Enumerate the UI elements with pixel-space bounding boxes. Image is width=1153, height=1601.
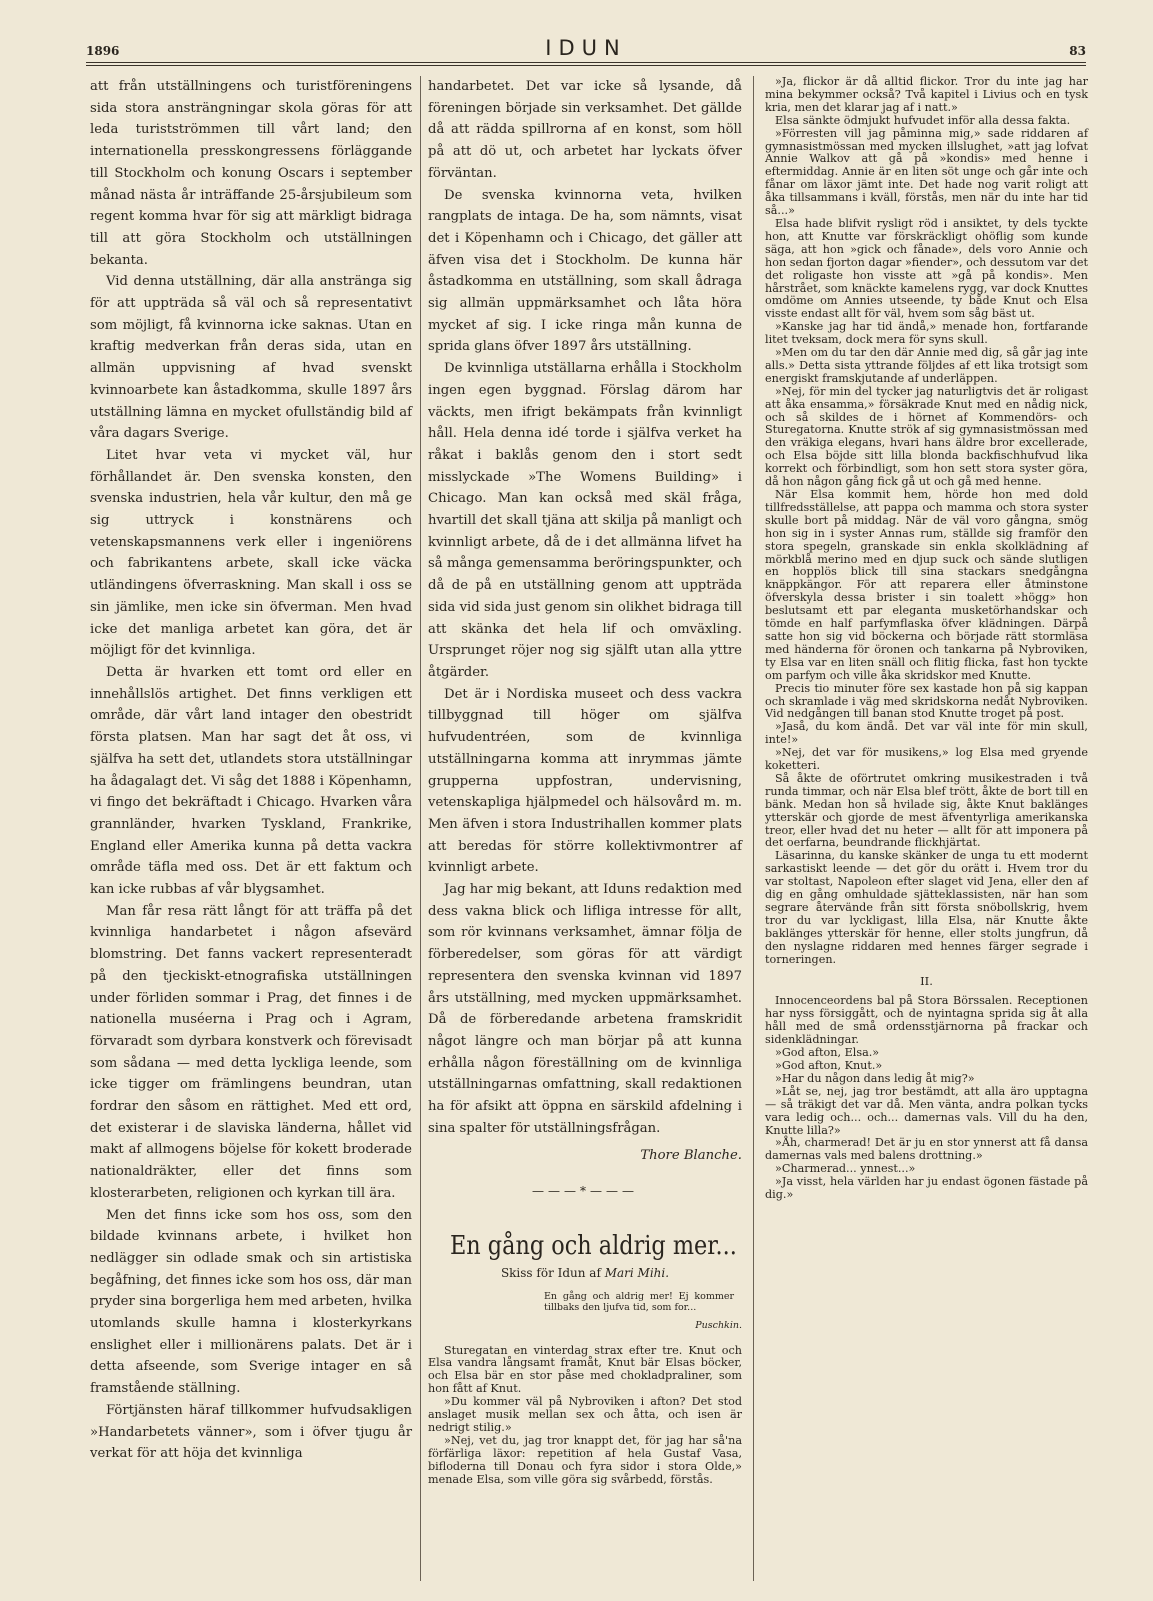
paragraph: Det är i Nordiska museet och dess vackra tillbyggnad till höger om själfva hufvudentréen, som de kvinnliga utställningarna komma att inrymmas jämte grupperna uppfostran, undervisning, vetenskapliga hjälpmedel och hälsovård m. m. Men äfven i stora Industrihallen kommer plats att beredas för större kollektivmontrer af kvinnligt arbete.	[428, 686, 742, 876]
epigraph-author: Puschkin.	[695, 1319, 742, 1331]
paragraph: »God afton, Elsa.»	[775, 1046, 880, 1060]
page-number: 83	[1069, 44, 1086, 58]
column-2	[428, 76, 742, 1487]
header-year: 1896	[86, 44, 120, 58]
column-3	[765, 76, 1088, 1202]
epigraph: En gång och aldrig mer! Ej kommer tillbaks den ljufva tid, som for...	[544, 1290, 734, 1313]
paragraph: Vid denna utställning, där alla anstränga sig för att uppträda så väl och så representativt som möjligt, få kvinnorna icke saknas. Utan en kraftig medverkan från deras sida, utan en allmän uppvisning af hvad svenskt kvinnoarbete kan åstadkomma, skulle 1897 års utställning lämna en mycket ofullständig bild af våra dagars Sverige.	[90, 274, 412, 442]
paragraph: »Nej, det var för musikens,» log Elsa med gryende koketteri.	[765, 746, 1088, 773]
paragraph: Detta är hvarken ett tomt ord eller en innehållslös artighet. Det finns verkligen ett område, där vårt land intager den obestridt första platsen. Man har sagt det åt oss, vi själfva ha sett det, utlandets stora utställningar ha ådagalagt det. Vi såg det 1888 i Köpenhamn, vi fingo det bekräftadt i Chicago. Hvarken våra grannländer, hvarken Tyskland, Frankrike, England eller Amerika kunna på detta vackra område täfla med oss. Det är ett faktum och kan icke rubbas af vår blygsamhet.	[90, 664, 412, 898]
paragraph: Litet hvar veta vi mycket väl, hur förhållandet är. Den svenska konsten, den svenska industrien, hela vår kultur, den må ge sig uttryck i konstnärens och vetenskapsmannens verk eller i ingeniörens och fabrikantens arbete, skall icke väcka utländingens öfverraskning. Man skall i oss se sin jämlike, men icke sin öfverman. Men hvad icke det manliga arbetet kan göra, det är möjligt för det kvinnliga.	[90, 447, 412, 659]
paragraph: Precis tio minuter före sex kastade hon på sig kappan och skramlade i väg med skridskorna nedåt Nybroviken. Vid nedgången till banan stod Knutte troget på post.	[765, 681, 1088, 721]
paragraph: »Kanske jag har tid ändå,» menade hon, fortfarande litet tveksam, dock mera för syns skull.	[765, 320, 1088, 347]
column-divider	[753, 76, 754, 1581]
paragraph: handarbetet. Det var icke så lysande, då föreningen började sin verksamhet. Det gällde då att rädda spillrorna af en konst, som höll på att dö ut, och arbetet har lyckats öfver förväntan.	[428, 79, 742, 181]
paragraph: »Charmerad... ynnest...»	[775, 1162, 916, 1176]
paragraph: Läsarinna, du kanske skänker de unga tu ett modernt sarkastiskt leende — det gör du orätt i. Hvem tror du var stoltast, Napoleon efter slaget vid Jena, eller den af dig en gång omhuldade sjätteklassisten, när han som segrare återvände från sitt första snöbollskrig, hvem tror du var lyckligast, lilla Elsa, när Knutte åkte baklänges ytterskär för henne, eller stolts jungfrun, då den nyslagne riddaren med hennes färger segrade i torneringen.	[765, 849, 1088, 966]
paragraph: Så åkte de oförtrutet omkring musikestraden i två runda timmar, och när Elsa blef trött, åkte de bort till en bänk. Medan hon så hvilade sig, åkte Knut baklänges ytterskär och gjorde de mest äfventyrliga amerikanska treor, eller hvad det nu heter — allt för att imponera på det oerfarna, beundrande flickhjärtat.	[765, 771, 1088, 850]
paragraph: »Men om du tar den där Annie med dig, så går jag inte alls.» Detta sista yttrande följdes af ett lika trotsigt som energiskt framskjutande af underläppen.	[765, 346, 1088, 385]
paragraph: »Har du någon dans ledig åt mig?»	[775, 1071, 975, 1085]
page-header	[86, 36, 1086, 60]
paragraph: att från utställningens och turistföreningens sida stora ansträngningar skola göras för att leda turistströmmen till vårt land; den internationella presskongressens förläggande till Stockholm och konung Oscars i september månad nästa år inträffande 25-årsjubileum som regent komma hvar för sig att märkligt bidraga till att göra Stockholm och utställningen bekanta.	[90, 79, 412, 268]
paragraph: »Ja visst, hela världen har ju endast ögonen fästade på dig.»	[765, 1175, 1088, 1202]
paragraph: »Nej, vet du, jag tror knappt det, för jag har så'na förfärliga läxor: repetition af hela Gustaf Vasa, bifloderna till Donau och fyra sidor i stora Olde,» menade Elsa, som ville göra sig svårbedd, förstås.	[428, 1433, 742, 1486]
paragraph: »Du kommer väl på Nybroviken i afton? Det stod anslaget musik mellan sex och åtta, och isen är nedrigt stilig.»	[428, 1395, 742, 1434]
paragraph: Man får resa rätt långt för att träffa på det kvinnliga handarbetet i någon afsevärd blomstring. Det fanns vackert representeradt på den tjeckiskt-etnografiska utställningen under förliden sommar i Prag, det finnes i de nationella muséerna i Prag och i Agram, förvaradt som dyrbara konstverk och förevisadt som sådana — med detta lyckliga leende, som icke tigger om främlingens beundran, utan fordrar den såsom en rättighet. Med ett ord, det existerar i de slaviska länderna, hållet vid makt af allmogens böjelse för kokett broderade nationaldräkter, eller det finns som klosterarbeten, religionen och kyrkan till ära.	[90, 903, 412, 1201]
paragraph: Elsa hade blifvit rysligt röd i ansiktet, ty dels tyckte hon, att Knutte var förskräckligt ohöflig som kunde säga, att hon »gick och fånade», dels voro Annie och hon sedan fjorton dagar »fiender», och dessutom var det det roligaste hon visste att »gå på kondis». Men hårstrået, som knäckte kamelens rygg, var dock Knuttes omdöme om Annies utseende, ty både Knut och Elsa visste endast allt för väl, hvem som såg bäst ut.	[765, 216, 1088, 321]
paragraph: Förtjänsten häraf tillkommer hufvudsakligen »Handarbetets vänner», som i öfver tjugu år verkat för att höja det kvinnliga	[90, 1402, 412, 1462]
paragraph: »Nej, för min del tycker jag naturligtvis det är roligast att åka ensamma,» försäkrade Knut med en nådig nick, och så skildes de i hörnet af Kommendörs- och Sturegatorna. Knutte strök af sig gymnasistmössan med den vräkiga elegans, hvari hans äldre bror excellerade, och Elsa böjde sitt lilla blonda backfischhufvud lika korrekt och förbindligt, som hon sett stora syster göra, då hon någon gång fick gå ut och gå med henne.	[765, 384, 1088, 489]
story-author: Mari Mihi.	[604, 1265, 670, 1280]
paragraph: Elsa sänkte ödmjukt hufvudet inför alla dessa fakta.	[775, 113, 1071, 127]
paragraph: »Förresten vill jag påminna mig,» sade riddaren af gymnasistmössan med mycken illslughet, »att jag lofvat Annie Walkov att gå på »kondis» med henne i eftermiddag. Annie är en liten söt unge och går inte och fånar om läxor jämt inte. Det hade nog varit roligt att åka tillsammans i kväll, förstås, men när du inte har tid så...»	[765, 126, 1088, 218]
masthead-title: IDUN	[545, 36, 627, 60]
paragraph: »Ja, flickor är då alltid flickor. Tror du inte jag har mina bekymmer också? Två kapitel i Livius och en tysk kria, men det klarar jag af i natt.»	[765, 75, 1088, 114]
article-signature: Thore Blanche.	[640, 1148, 742, 1164]
column-1	[90, 76, 412, 1465]
story-body	[428, 1345, 742, 1487]
paragraph: De kvinnliga utställarna erhålla i Stockholm ingen egen byggnad. Förslag därom har väckts, men ifrigt bekämpats från kvinnligt håll. Hela denna idé torde i själfva verket ha råkat i baklås genom den i stort sedt misslyckade »The Womens Building» i Chicago. Man kan också med skäl fråga, hvartill det skall tjäna att skilja på manligt och kvinnligt arbete, då de i det allmänna lifvet ha så många gemensamma beröringspunkter, och då de på en utställning genom att uppträda sida vid sida just genom sin olikhet bidraga till att skänka det hela lif och omväxling. Ursprunget röjer nog sig själft utan alla yttre åtgärder.	[428, 361, 742, 680]
paragraph: »God afton, Knut.»	[775, 1058, 883, 1072]
section-divider: ———*———	[532, 1184, 638, 1199]
paragraph: »Jaså, du kom ändå. Det var väl inte för min skull, inte!»	[765, 720, 1088, 747]
story-subtitle-prefix: Skiss för Idun af	[500, 1265, 605, 1280]
paragraph: Innocenceordens bal på Stora Börssalen. Receptionen har nyss försiggått, och de nyintagna sprida sig åt alla håll med de små ordensstjärnorna på frackar och sidenklädningar.	[765, 994, 1088, 1047]
paragraph: De svenska kvinnorna veta, hvilken rangplats de intaga. De ha, som nämnts, visat det i Köpenhamn och i Chicago, det gäller att äfven visa det i Stockholm. De kunna här åstadkomma en utställning, som skall ådraga sig allmän uppmärksamhet och låta höra mycket af sig. I icke ringa mån kunna de sprida glans öfver 1897 års utställning.	[428, 187, 742, 355]
paragraph: Men det finns icke som hos oss, som den bildade kvinnans arbete, i hvilket hon nedlägger sin odlade smak och sin artistiska begåfning, det finnes icke som hos oss, där man pryder sina borgerliga hem med arbeten, hvilka utomlands skulle hamna i klosterkyrkans enslighet eller i millionärens palats. Det är i detta afseende, som Sverige intager en så framstående ställning.	[90, 1207, 412, 1397]
paragraph: När Elsa kommit hem, hörde hon med dold tillfredsställelse, att pappa och mamma och stora syster skulle bort på middag. När de väl voro gångna, smög hon sig in i syster Annas rum, ställde sig framför den stora spegeln, granskade sin enkla skolklädning af mörkblå merino med en djup suck och sände slutligen en hopplös blick till sina stackars snedgångna knäppkängor. För att reparera eller åtminstone öfverskyla dessa brister i sin toalett »högg» hon beslutsamt ett par eleganta musketörhandskar och tömde en half parfymflaska öfver klädningen. Därpå satte hon sig vid böckerna och började rätt stormläsa med händerna för öronen och tankarna på Nybroviken, ty Elsa var en liten snäll och flitig flicka, fast hon tyckte om parfym och ville åka skridskor med Knutte.	[765, 488, 1088, 682]
header-rule	[86, 62, 1086, 66]
paragraph: »Åh, charmerad! Det är ju en stor ynnerst att få dansa damernas vals med balens drottning.»	[765, 1136, 1088, 1163]
section-number: II.	[920, 973, 933, 988]
column-divider	[420, 76, 421, 1581]
story-title: En gång och aldrig mer...	[449, 1230, 737, 1261]
paragraph: Jag har mig bekant, att Iduns redaktion med dess vakna blick och lifliga intresse för allt, som rör kvinnans verksamhet, ämnar följa de förberedelser, som göras för att värdigt representera den svenska kvinnan vid 1897 års utställning, med mycken uppmärksamhet. Då de förberedande arbetena framskridit något längre och man börjar på att kunna erhålla någon föreställning om de kvinnliga utställningarnas omfattning, skall redaktionen ha för afsikt att öppna en särskild afdelning i sina spalter för utställningsfrågan.	[428, 882, 742, 1136]
paragraph: Sturegatan en vinterdag strax efter tre. Knut och Elsa vandra långsamt framåt, Knut bär Elsas böcker, och Elsa bär en stor påse med chokladpraliner, som hon fått af Knut.	[428, 1343, 742, 1396]
paragraph: »Låt se, nej, jag tror bestämdt, att alla äro upptagna — så träkigt det var då. Men vänta, andra polkan tycks vara ledig och... och... damernas vals. Vill du ha den, Knutte lilla?»	[765, 1084, 1088, 1137]
story-subtitle	[428, 1265, 742, 1281]
